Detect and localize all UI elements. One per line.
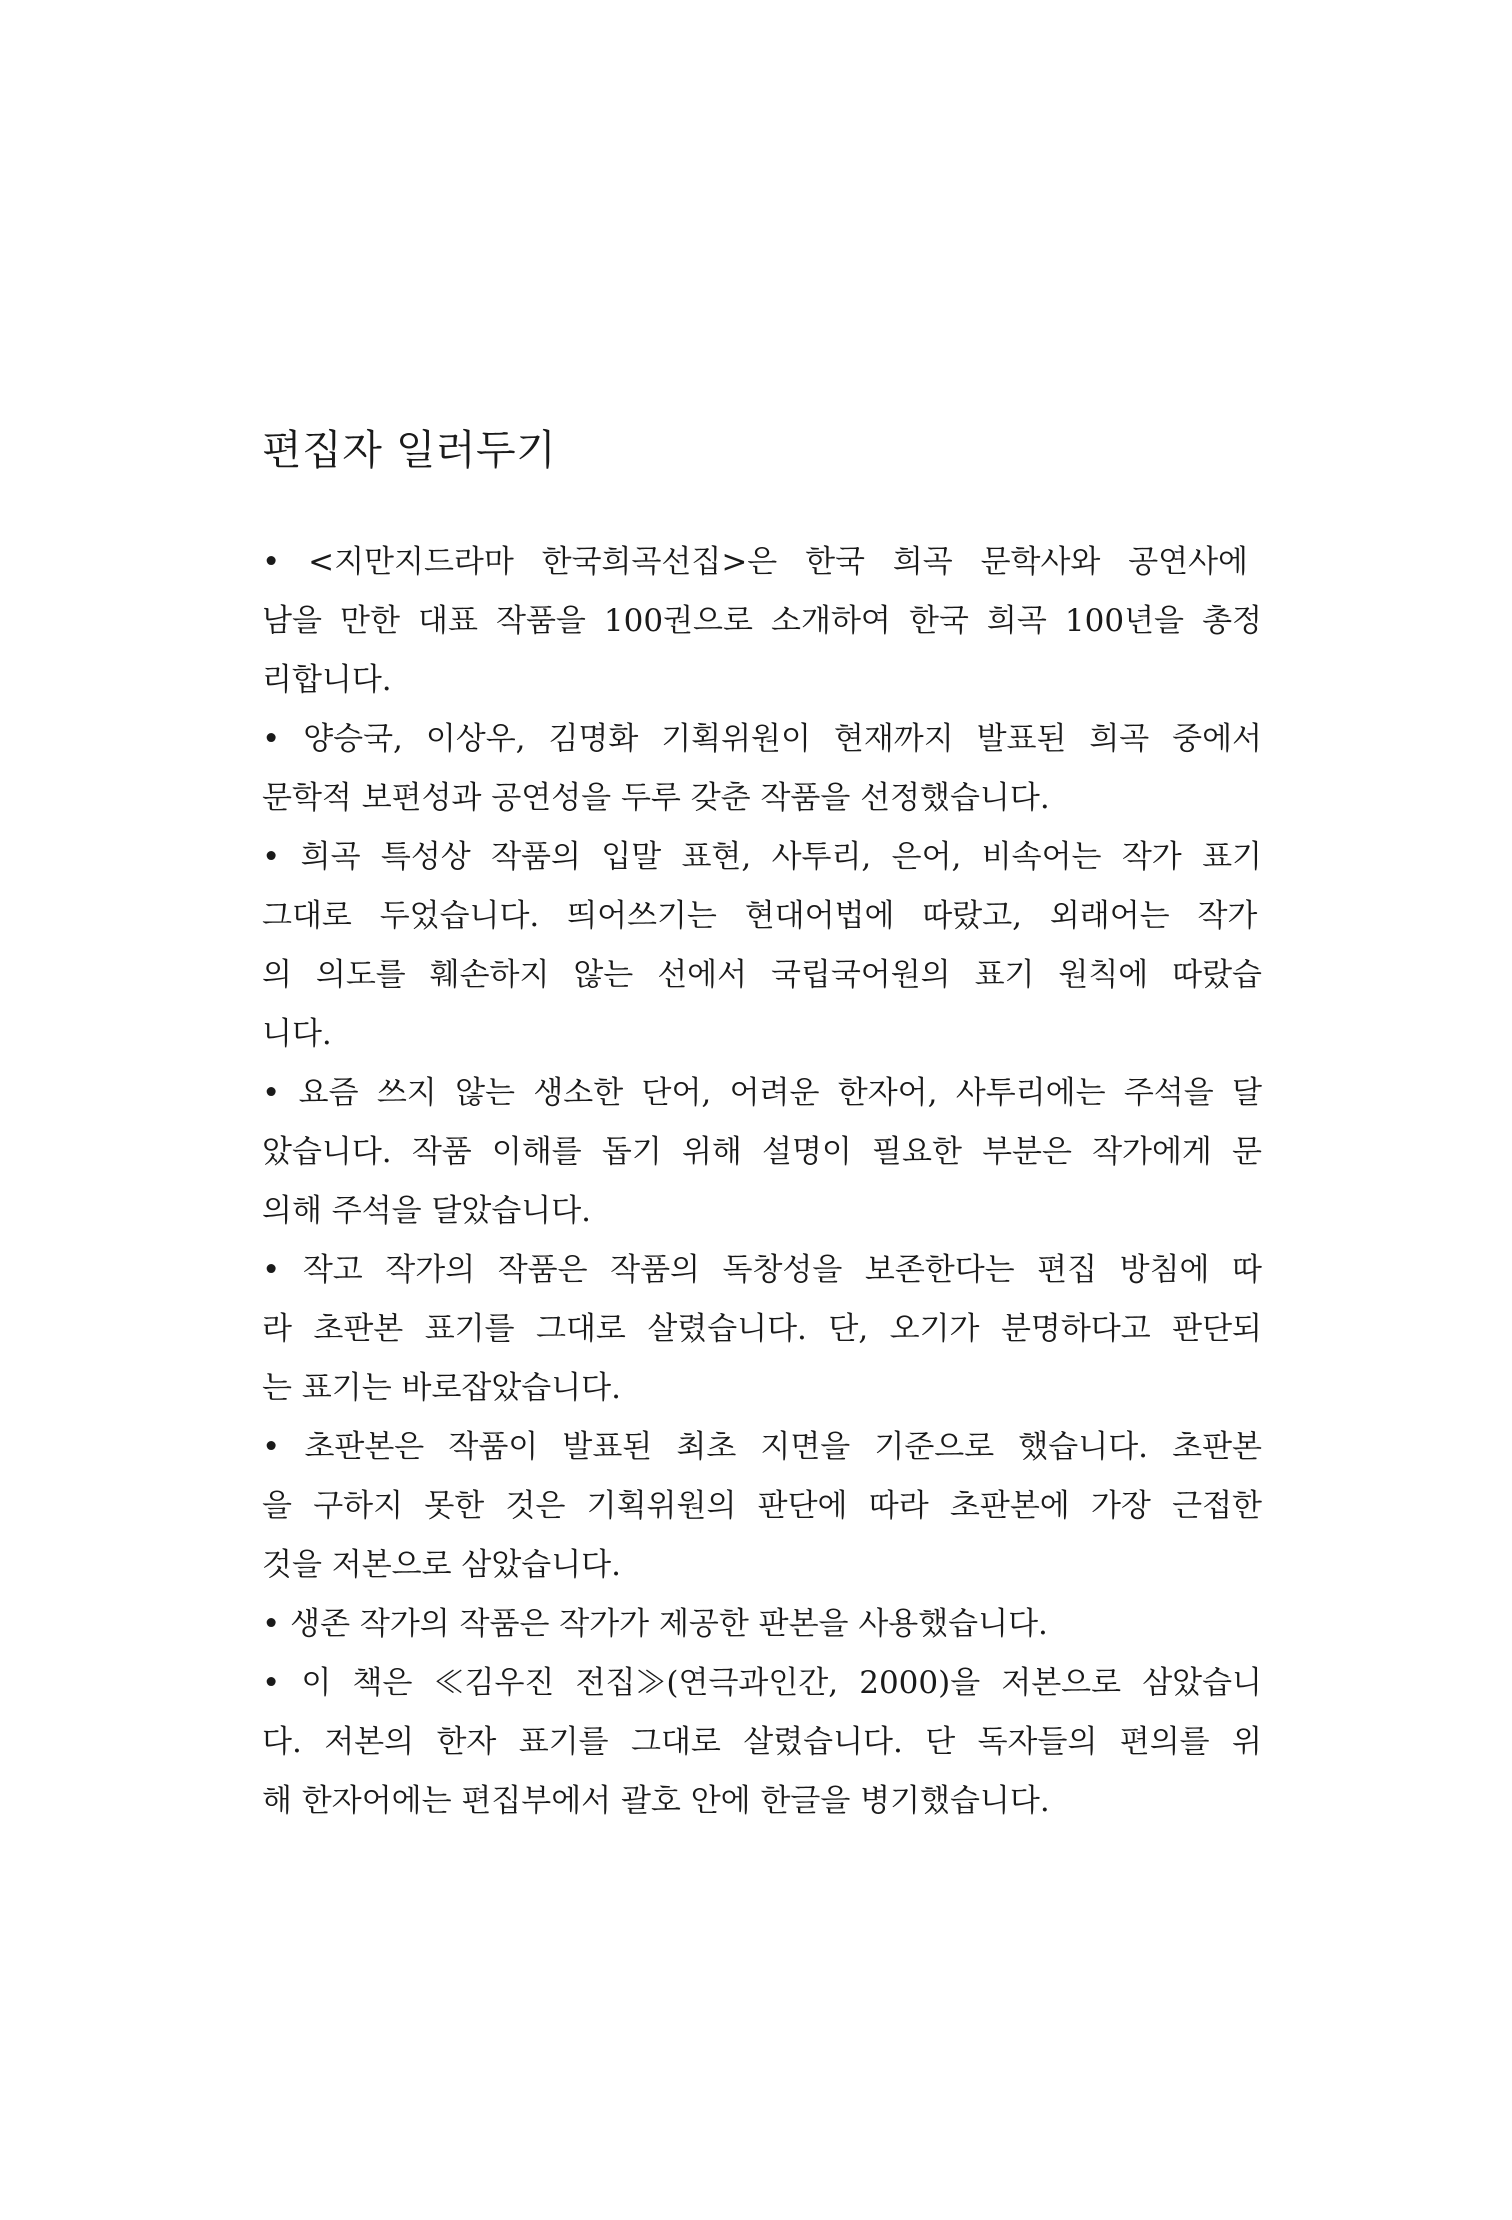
note-text-line: 라 초판본 표기를 그대로 살렸습니다. 단, 오기가 분명하다고 판단되	[262, 1311, 1262, 1347]
note-text-line: 해 한자어에는 편집부에서 괄호 안에 한글을 병기했습니다.	[262, 1783, 1050, 1819]
note-text-line: • 양승국, 이상우, 김명화 기획위원이 현재까지 발표된 희곡 중에서	[262, 721, 1262, 757]
note-text-line: 의해 주석을 달았습니다.	[262, 1193, 592, 1229]
editor-note-item	[262, 1418, 1262, 1595]
note-text-line: • 초판본은 작품이 발표된 최초 지면을 기준으로 했습니다. 초판본	[262, 1429, 1262, 1465]
note-text-line: • 요즘 쓰지 않는 생소한 단어, 어려운 한자어, 사투리에는 주석을 달	[262, 1075, 1262, 1111]
editor-notes-list	[262, 533, 1262, 1831]
page-title: 편집자 일러두기	[262, 426, 557, 474]
editor-note-item	[262, 1241, 1262, 1418]
note-text-line: 문학적 보편성과 공연성을 두루 갖춘 작품을 선정했습니다.	[262, 780, 1050, 816]
note-text-line: 리합니다.	[262, 662, 392, 698]
note-text-line: • 생존 작가의 작품은 작가가 제공한 판본을 사용했습니다.	[262, 1606, 1048, 1642]
note-text-line: 았습니다. 작품 이해를 돕기 위해 설명이 필요한 부분은 작가에게 문	[262, 1134, 1262, 1170]
editor-note-item	[262, 1595, 1262, 1654]
note-text-line: 니다.	[262, 1016, 332, 1052]
note-text-line: 남을 만한 대표 작품을 100권으로 소개하여 한국 희곡 100년을 총정	[262, 603, 1262, 639]
note-text-line: 그대로 두었습니다. 띄어쓰기는 현대어법에 따랐고, 외래어는 작가	[262, 898, 1258, 934]
note-text-line: • 희곡 특성상 작품의 입말 표현, 사투리, 은어, 비속어는 작가 표기	[262, 839, 1262, 875]
editor-note-item	[262, 710, 1262, 828]
note-text-line: • 작고 작가의 작품은 작품의 독창성을 보존한다는 편집 방침에 따	[262, 1252, 1262, 1288]
note-text-line: 다. 저본의 한자 표기를 그대로 살렸습니다. 단 독자들의 편의를 위	[262, 1724, 1262, 1760]
editor-note-item	[262, 533, 1262, 710]
note-text-line: 것을 저본으로 삼았습니다.	[262, 1547, 621, 1583]
note-text-line: 의 의도를 훼손하지 않는 선에서 국립국어원의 표기 원칙에 따랐습	[262, 957, 1262, 993]
note-text-line: • 이 책은 ≪김우진 전집≫(연극과인간, 2000)을 저본으로 삼았습니	[262, 1665, 1262, 1701]
note-text-line: • <지만지드라마 한국희곡선집>은 한국 희곡 문학사와 공연사에	[262, 544, 1249, 580]
note-text-line: 는 표기는 바로잡았습니다.	[262, 1370, 621, 1406]
editor-note-item	[262, 828, 1262, 1064]
editor-note-item	[262, 1064, 1262, 1241]
note-text-line: 을 구하지 못한 것은 기획위원의 판단에 따라 초판본에 가장 근접한	[262, 1488, 1262, 1524]
editor-note-item	[262, 1654, 1262, 1831]
